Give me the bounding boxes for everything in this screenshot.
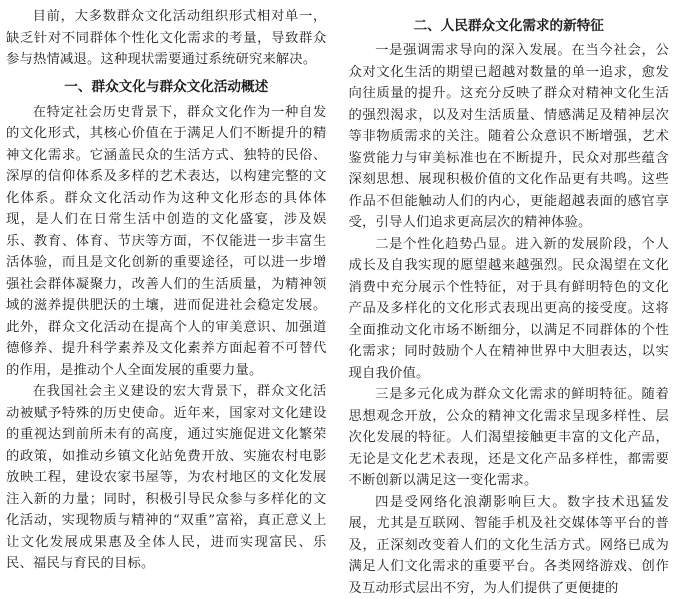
section2-heading: 二、人民群众文化需求的新特征 [349, 16, 670, 36]
section2-paragraph-3: 三是多元化成为群众文化需求的鲜明特征。随着思想观念开放，公众的精神文化需求呈现多样性、层次化发展的特征。人们渴望接触更丰富的文化产品，无论是文化艺术表现，还是文化产品多样性，都需要不断创新以满足这一变化需求。 [349, 384, 670, 492]
section2-paragraph-4: 四是受网络化浪潮影响巨大。数字技术迅猛发展，尤其是互联网、智能手机及社交媒体等平台的普及，正深刻改变着人们的文化生活方式。网络已成为满足人们文化需求的重要平台。各类网络游戏、创作及互动形式层出不穷，为人们提供了更便捷的 [349, 492, 670, 599]
section2-paragraph-2: 二是个性化趋势凸显。进入新的发展阶段，个人成长及自我实现的愿望越来越强烈。民众渴望在文化消费中充分展示个性特征，对于具有鲜明特色的文化产品及多样化的文化形式表现出更高的接受度。这将全面推动文化市场不断细分，以满足不同群体的个性化需求；同时鼓励个人在精神世界中大胆表达，以实现自我价值。 [349, 234, 670, 385]
right-column [349, 6, 670, 583]
section1-paragraph-1: 在特定社会历史背景下，群众文化作为一种自发的文化形式，其核心价值在于满足人们不断提升的精神文化需求。它涵盖民众的生活方式、独特的民俗、深厚的信仰体系及多样的艺术表达，以构建完整的文化体系。群众文化活动作为这种文化形态的具体体现，是人们在日常生活中创造的文化盛宴，涉及娱乐、教育、体育、节庆等方面，不仅能进一步丰富生活体验，而且是文化创新的重要途径，可以进一步增强社会群体凝聚力，改善人们的生活质量，为精神领域的滋养提供肥沃的土壤，进而促进社会稳定发展。此外，群众文化活动在提高个人的审美意识、加强道德修养、提升科学素养及文化素养方面起着不可替代的作用，是推动个人全面发展的重要力量。 [6, 102, 327, 382]
section1-paragraph-2: 在我国社会主义建设的宏大背景下，群众文化活动被赋予特殊的历史使命。近年来，国家对文化建设的重视达到前所未有的高度，通过实施促进文化繁荣的政策，如推动乡镇文化站免费开放、实施农村电影放映工程，建设农家书屋等，为农村地区的文化发展注入新的力量；同时，积极引导民众参与多样化的文化活动，实现物质与精神的“双重”富裕，真正意义上让文化发展成果惠及全体人民，进而实现富民、乐民、福民与育民的目标。 [6, 381, 327, 575]
section1-heading: 一、群众文化与群众文化活动概述 [6, 77, 327, 97]
section2-paragraph-1: 一是强调需求导向的深入发展。在当今社会，公众对文化生活的期望已超越对数量的单一追求，愈发向往质量的提升。这充分反映了群众对精神文化生活的强烈渴求，以及对生活质量、情感满足及精神层次等非物质需求的关注。随着公众意识不断增强，艺术鉴赏能力与审美标准也在不断提升，民众对那些蕴含深刻思想、展现积极价值的文化作品更有共鸣。这些作品不但能触动人们的内心，更能超越表面的感官享受，引导人们追求更高层次的精神体验。 [349, 40, 670, 234]
left-column [6, 6, 327, 583]
intro-paragraph: 目前，大多数群众文化活动组织形式相对单一，缺乏针对不同群体个性化文化需求的考量，导致群众参与热情减退。这种现状需要通过系统研究来解决。 [6, 6, 327, 71]
